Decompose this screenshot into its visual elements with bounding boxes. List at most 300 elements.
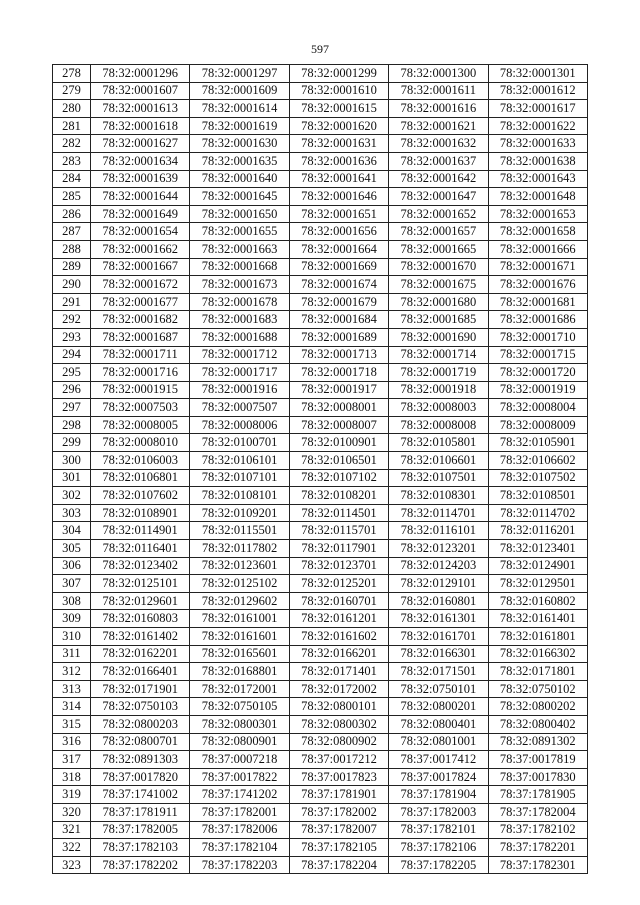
row-number-cell: 289 — [53, 258, 91, 276]
table-row — [53, 452, 588, 470]
cadastral-number-cell: 78:32:0001299 — [289, 65, 388, 83]
table-body — [53, 65, 588, 874]
cadastral-number-cell: 78:32:0001641 — [289, 170, 388, 188]
cadastral-number-cell: 78:32:0001638 — [488, 152, 587, 170]
table-row — [53, 768, 588, 786]
cadastral-number-cell: 78:32:0105801 — [389, 434, 488, 452]
cadastral-number-cell: 78:32:0106003 — [91, 452, 190, 470]
cadastral-number-cell: 78:32:0001682 — [91, 311, 190, 329]
row-number-cell: 292 — [53, 311, 91, 329]
cadastral-number-cell: 78:37:1782301 — [488, 856, 587, 874]
cadastral-number-cell: 78:32:0001686 — [488, 311, 587, 329]
cadastral-number-cell: 78:32:0001710 — [488, 328, 587, 346]
cadastral-number-cell: 78:32:0001618 — [91, 117, 190, 135]
cadastral-number-cell: 78:32:0001652 — [389, 205, 488, 223]
cadastral-number-cell: 78:37:1741002 — [91, 786, 190, 804]
cadastral-number-cell: 78:37:1781904 — [389, 786, 488, 804]
cadastral-number-cell: 78:32:0001915 — [91, 381, 190, 399]
cadastral-number-cell: 78:32:0800301 — [190, 715, 289, 733]
table-row — [53, 469, 588, 487]
cadastral-number-cell: 78:32:0106501 — [289, 452, 388, 470]
cadastral-number-cell: 78:32:0108501 — [488, 487, 587, 505]
cadastral-number-cell: 78:32:0001614 — [190, 100, 289, 118]
cadastral-number-cell: 78:32:0160802 — [488, 592, 587, 610]
cadastral-number-cell: 78:32:0001684 — [289, 311, 388, 329]
cadastral-number-cell: 78:32:0107501 — [389, 469, 488, 487]
cadastral-number-cell: 78:32:0001663 — [190, 240, 289, 258]
row-number-cell: 310 — [53, 628, 91, 646]
cadastral-number-cell: 78:32:0001632 — [389, 135, 488, 153]
table-row — [53, 346, 588, 364]
table-row — [53, 100, 588, 118]
cadastral-number-cell: 78:32:0001615 — [289, 100, 388, 118]
table-row — [53, 592, 588, 610]
cadastral-number-cell: 78:37:0017412 — [389, 751, 488, 769]
row-number-cell: 290 — [53, 276, 91, 294]
table-row — [53, 188, 588, 206]
cadastral-number-cell: 78:32:0008005 — [91, 416, 190, 434]
table-row — [53, 628, 588, 646]
row-number-cell: 286 — [53, 205, 91, 223]
cadastral-number-cell: 78:32:0001648 — [488, 188, 587, 206]
cadastral-number-cell: 78:32:0001662 — [91, 240, 190, 258]
row-number-cell: 319 — [53, 786, 91, 804]
cadastral-number-cell: 78:37:0017819 — [488, 751, 587, 769]
cadastral-number-cell: 78:32:0001635 — [190, 152, 289, 170]
cadastral-number-cell: 78:37:1782201 — [488, 839, 587, 857]
cadastral-number-cell: 78:32:0800302 — [289, 715, 388, 733]
table-row — [53, 504, 588, 522]
cadastral-number-cell: 78:32:0166201 — [289, 645, 388, 663]
table-row — [53, 364, 588, 382]
cadastral-number-cell: 78:32:0001715 — [488, 346, 587, 364]
row-number-cell: 305 — [53, 540, 91, 558]
cadastral-number-cell: 78:32:0001639 — [91, 170, 190, 188]
cadastral-number-cell: 78:37:0017823 — [289, 768, 388, 786]
table-row — [53, 610, 588, 628]
cadastral-number-cell: 78:37:0017824 — [389, 768, 488, 786]
cadastral-number-cell: 78:32:0001712 — [190, 346, 289, 364]
cadastral-number-cell: 78:32:0114701 — [389, 504, 488, 522]
cadastral-number-cell: 78:32:0007503 — [91, 399, 190, 417]
cadastral-number-cell: 78:32:0161201 — [289, 610, 388, 628]
cadastral-number-cell: 78:32:0001687 — [91, 328, 190, 346]
row-number-cell: 283 — [53, 152, 91, 170]
cadastral-number-cell: 78:32:0800402 — [488, 715, 587, 733]
table-row — [53, 839, 588, 857]
cadastral-number-cell: 78:32:0001672 — [91, 276, 190, 294]
cadastral-number-cell: 78:32:0123201 — [389, 540, 488, 558]
cadastral-number-cell: 78:32:0001643 — [488, 170, 587, 188]
cadastral-number-cell: 78:32:0750102 — [488, 680, 587, 698]
cadastral-number-cell: 78:32:0171501 — [389, 663, 488, 681]
cadastral-number-cell: 78:32:0001613 — [91, 100, 190, 118]
cadastral-number-cell: 78:32:0001669 — [289, 258, 388, 276]
cadastral-number-cell: 78:32:0129501 — [488, 575, 587, 593]
page-number: 597 — [311, 42, 329, 56]
cadastral-number-cell: 78:32:0001617 — [488, 100, 587, 118]
cadastral-number-cell: 78:32:0001674 — [289, 276, 388, 294]
cadastral-number-cell: 78:32:0891303 — [91, 751, 190, 769]
table-row — [53, 240, 588, 258]
cadastral-number-cell: 78:32:0108101 — [190, 487, 289, 505]
cadastral-number-cell: 78:37:1782003 — [389, 803, 488, 821]
cadastral-number-cell: 78:32:0001296 — [91, 65, 190, 83]
cadastral-number-cell: 78:32:0001675 — [389, 276, 488, 294]
cadastral-number-cell: 78:32:0001690 — [389, 328, 488, 346]
cadastral-number-cell: 78:32:0100701 — [190, 434, 289, 452]
cadastral-number-cell: 78:32:0124901 — [488, 557, 587, 575]
cadastral-number-cell: 78:32:0117901 — [289, 540, 388, 558]
cadastral-number-cell: 78:32:0800101 — [289, 698, 388, 716]
cadastral-number-cell: 78:32:0107602 — [91, 487, 190, 505]
cadastral-number-cell: 78:37:1782106 — [389, 839, 488, 857]
row-number-cell: 298 — [53, 416, 91, 434]
cadastral-number-cell: 78:32:0001658 — [488, 223, 587, 241]
cadastral-number-cell: 78:32:0001916 — [190, 381, 289, 399]
cadastral-number-cell: 78:32:0001297 — [190, 65, 289, 83]
cadastral-number-cell: 78:32:0161001 — [190, 610, 289, 628]
cadastral-number-cell: 78:32:0001644 — [91, 188, 190, 206]
cadastral-number-cell: 78:32:0001670 — [389, 258, 488, 276]
cadastral-number-cell: 78:32:0161801 — [488, 628, 587, 646]
table-row — [53, 856, 588, 874]
cadastral-number-cell: 78:32:0007507 — [190, 399, 289, 417]
cadastral-number-cell: 78:32:0001689 — [289, 328, 388, 346]
cadastral-number-cell: 78:32:0162201 — [91, 645, 190, 663]
cadastral-number-cell: 78:32:0117802 — [190, 540, 289, 558]
table-row — [53, 399, 588, 417]
row-number-cell: 309 — [53, 610, 91, 628]
row-number-cell: 312 — [53, 663, 91, 681]
cadastral-number-cell: 78:32:0001919 — [488, 381, 587, 399]
cadastral-number-cell: 78:32:0106801 — [91, 469, 190, 487]
cadastral-number-cell: 78:32:0001640 — [190, 170, 289, 188]
cadastral-number-cell: 78:32:0001656 — [289, 223, 388, 241]
row-number-cell: 284 — [53, 170, 91, 188]
cadastral-number-cell: 78:32:0008010 — [91, 434, 190, 452]
cadastral-number-cell: 78:32:0108201 — [289, 487, 388, 505]
row-number-cell: 316 — [53, 733, 91, 751]
table-row — [53, 522, 588, 540]
cadastral-number-cell: 78:32:0114901 — [91, 522, 190, 540]
cadastral-table — [52, 64, 588, 874]
cadastral-number-cell: 78:32:0125201 — [289, 575, 388, 593]
table-row — [53, 575, 588, 593]
cadastral-number-cell: 78:37:1782204 — [289, 856, 388, 874]
cadastral-number-cell: 78:32:0001688 — [190, 328, 289, 346]
cadastral-number-cell: 78:32:0001649 — [91, 205, 190, 223]
cadastral-number-cell: 78:32:0001651 — [289, 205, 388, 223]
table-row — [53, 223, 588, 241]
cadastral-number-cell: 78:37:0007218 — [190, 751, 289, 769]
cadastral-number-cell: 78:32:0001619 — [190, 117, 289, 135]
table-row — [53, 751, 588, 769]
row-number-cell: 279 — [53, 82, 91, 100]
cadastral-number-cell: 78:32:0001671 — [488, 258, 587, 276]
row-number-cell: 317 — [53, 751, 91, 769]
cadastral-number-cell: 78:32:0123402 — [91, 557, 190, 575]
cadastral-number-cell: 78:32:0800902 — [289, 733, 388, 751]
row-number-cell: 293 — [53, 328, 91, 346]
cadastral-number-cell: 78:37:1781905 — [488, 786, 587, 804]
cadastral-number-cell: 78:32:0171801 — [488, 663, 587, 681]
cadastral-number-cell: 78:32:0001665 — [389, 240, 488, 258]
cadastral-number-cell: 78:32:0001609 — [190, 82, 289, 100]
row-number-cell: 280 — [53, 100, 91, 118]
cadastral-number-cell: 78:32:0001634 — [91, 152, 190, 170]
table-row — [53, 135, 588, 153]
table-row — [53, 821, 588, 839]
cadastral-number-cell: 78:32:0123601 — [190, 557, 289, 575]
cadastral-number-cell: 78:32:0001631 — [289, 135, 388, 153]
cadastral-number-cell: 78:32:0001666 — [488, 240, 587, 258]
row-number-cell: 303 — [53, 504, 91, 522]
cadastral-number-cell: 78:32:0001678 — [190, 293, 289, 311]
cadastral-number-cell: 78:32:0161301 — [389, 610, 488, 628]
cadastral-number-cell: 78:37:1782102 — [488, 821, 587, 839]
cadastral-number-cell: 78:32:0750101 — [389, 680, 488, 698]
cadastral-number-cell: 78:32:0001627 — [91, 135, 190, 153]
table-row — [53, 715, 588, 733]
table-row — [53, 276, 588, 294]
cadastral-number-cell: 78:32:0001657 — [389, 223, 488, 241]
cadastral-number-cell: 78:32:0161701 — [389, 628, 488, 646]
cadastral-number-cell: 78:32:0001667 — [91, 258, 190, 276]
cadastral-number-cell: 78:32:0800203 — [91, 715, 190, 733]
cadastral-number-cell: 78:32:0001713 — [289, 346, 388, 364]
cadastral-number-cell: 78:37:1782203 — [190, 856, 289, 874]
cadastral-number-cell: 78:32:0001681 — [488, 293, 587, 311]
row-number-cell: 306 — [53, 557, 91, 575]
table-row — [53, 487, 588, 505]
cadastral-number-cell: 78:32:0001918 — [389, 381, 488, 399]
row-number-cell: 311 — [53, 645, 91, 663]
cadastral-number-cell: 78:32:0001636 — [289, 152, 388, 170]
row-number-cell: 320 — [53, 803, 91, 821]
cadastral-number-cell: 78:32:0001650 — [190, 205, 289, 223]
cadastral-number-cell: 78:32:0129601 — [91, 592, 190, 610]
cadastral-number-cell: 78:32:0001616 — [389, 100, 488, 118]
cadastral-number-cell: 78:32:0001654 — [91, 223, 190, 241]
cadastral-number-cell: 78:37:1741202 — [190, 786, 289, 804]
table-row — [53, 258, 588, 276]
cadastral-number-cell: 78:37:1781901 — [289, 786, 388, 804]
cadastral-number-cell: 78:32:0123701 — [289, 557, 388, 575]
row-number-cell: 291 — [53, 293, 91, 311]
table-row — [53, 733, 588, 751]
cadastral-number-cell: 78:32:0100901 — [289, 434, 388, 452]
cadastral-number-cell: 78:32:0116401 — [91, 540, 190, 558]
row-number-cell: 318 — [53, 768, 91, 786]
table-row — [53, 663, 588, 681]
cadastral-number-cell: 78:37:0017212 — [289, 751, 388, 769]
row-number-cell: 307 — [53, 575, 91, 593]
cadastral-number-cell: 78:32:0161401 — [488, 610, 587, 628]
cadastral-number-cell: 78:32:0001647 — [389, 188, 488, 206]
cadastral-number-cell: 78:32:0166302 — [488, 645, 587, 663]
cadastral-number-cell: 78:32:0800201 — [389, 698, 488, 716]
cadastral-number-cell: 78:32:0750105 — [190, 698, 289, 716]
cadastral-number-cell: 78:32:0108901 — [91, 504, 190, 522]
table-row — [53, 434, 588, 452]
cadastral-number-cell: 78:37:1782101 — [389, 821, 488, 839]
cadastral-number-cell: 78:37:1782007 — [289, 821, 388, 839]
table-row — [53, 152, 588, 170]
cadastral-number-cell: 78:32:0001714 — [389, 346, 488, 364]
cadastral-number-cell: 78:32:0172001 — [190, 680, 289, 698]
row-number-cell: 300 — [53, 452, 91, 470]
cadastral-number-cell: 78:32:0107102 — [289, 469, 388, 487]
cadastral-number-cell: 78:32:0001621 — [389, 117, 488, 135]
cadastral-number-cell: 78:32:0001645 — [190, 188, 289, 206]
cadastral-number-cell: 78:32:0001719 — [389, 364, 488, 382]
cadastral-number-cell: 78:32:0161402 — [91, 628, 190, 646]
cadastral-number-cell: 78:32:0001679 — [289, 293, 388, 311]
row-number-cell: 302 — [53, 487, 91, 505]
cadastral-number-cell: 78:32:0165601 — [190, 645, 289, 663]
cadastral-number-cell: 78:32:0001711 — [91, 346, 190, 364]
row-number-cell: 294 — [53, 346, 91, 364]
cadastral-number-cell: 78:32:0801001 — [389, 733, 488, 751]
row-number-cell: 287 — [53, 223, 91, 241]
cadastral-number-cell: 78:37:1782103 — [91, 839, 190, 857]
cadastral-number-cell: 78:37:1782006 — [190, 821, 289, 839]
table-row — [53, 557, 588, 575]
cadastral-number-cell: 78:32:0001685 — [389, 311, 488, 329]
cadastral-number-cell: 78:37:1781911 — [91, 803, 190, 821]
cadastral-number-cell: 78:32:0107502 — [488, 469, 587, 487]
cadastral-number-cell: 78:32:0001676 — [488, 276, 587, 294]
cadastral-number-cell: 78:32:0800401 — [389, 715, 488, 733]
table-row — [53, 170, 588, 188]
row-number-cell: 323 — [53, 856, 91, 874]
cadastral-number-cell: 78:32:0891302 — [488, 733, 587, 751]
cadastral-number-cell: 78:32:0108301 — [389, 487, 488, 505]
row-number-cell: 301 — [53, 469, 91, 487]
row-number-cell: 288 — [53, 240, 91, 258]
table-row — [53, 786, 588, 804]
table-row — [53, 698, 588, 716]
cadastral-number-cell: 78:32:0106601 — [389, 452, 488, 470]
cadastral-number-cell: 78:37:1782005 — [91, 821, 190, 839]
cadastral-number-cell: 78:37:1782105 — [289, 839, 388, 857]
cadastral-number-cell: 78:32:0001642 — [389, 170, 488, 188]
cadastral-number-cell: 78:32:0161601 — [190, 628, 289, 646]
cadastral-number-cell: 78:32:0001718 — [289, 364, 388, 382]
cadastral-number-cell: 78:37:1782104 — [190, 839, 289, 857]
cadastral-number-cell: 78:32:0115701 — [289, 522, 388, 540]
row-number-cell: 299 — [53, 434, 91, 452]
row-number-cell: 315 — [53, 715, 91, 733]
cadastral-number-cell: 78:32:0105901 — [488, 434, 587, 452]
table-row — [53, 540, 588, 558]
table-row — [53, 311, 588, 329]
cadastral-number-cell: 78:32:0001637 — [389, 152, 488, 170]
row-number-cell: 285 — [53, 188, 91, 206]
cadastral-number-cell: 78:32:0008008 — [389, 416, 488, 434]
cadastral-number-cell: 78:32:0168801 — [190, 663, 289, 681]
cadastral-number-cell: 78:32:0001630 — [190, 135, 289, 153]
cadastral-number-cell: 78:32:0166401 — [91, 663, 190, 681]
cadastral-number-cell: 78:32:0001612 — [488, 82, 587, 100]
cadastral-number-cell: 78:37:1782001 — [190, 803, 289, 821]
cadastral-number-cell: 78:32:0750103 — [91, 698, 190, 716]
cadastral-number-cell: 78:32:0116101 — [389, 522, 488, 540]
cadastral-number-cell: 78:32:0160801 — [389, 592, 488, 610]
row-number-cell: 281 — [53, 117, 91, 135]
cadastral-number-cell: 78:32:0125101 — [91, 575, 190, 593]
row-number-cell: 322 — [53, 839, 91, 857]
cadastral-number-cell: 78:32:0001611 — [389, 82, 488, 100]
cadastral-number-cell: 78:32:0001664 — [289, 240, 388, 258]
table-row — [53, 117, 588, 135]
row-number-cell: 295 — [53, 364, 91, 382]
cadastral-number-cell: 78:32:0001668 — [190, 258, 289, 276]
table-row — [53, 293, 588, 311]
cadastral-number-cell: 78:32:0172002 — [289, 680, 388, 698]
cadastral-number-cell: 78:37:0017830 — [488, 768, 587, 786]
cadastral-number-cell: 78:32:0001680 — [389, 293, 488, 311]
row-number-cell: 296 — [53, 381, 91, 399]
table-row — [53, 680, 588, 698]
cadastral-number-cell: 78:32:0114702 — [488, 504, 587, 522]
cadastral-number-cell: 78:32:0800202 — [488, 698, 587, 716]
cadastral-number-cell: 78:32:0160701 — [289, 592, 388, 610]
cadastral-number-cell: 78:32:0001633 — [488, 135, 587, 153]
cadastral-number-cell: 78:32:0008004 — [488, 399, 587, 417]
cadastral-number-cell: 78:37:1782004 — [488, 803, 587, 821]
table-row — [53, 645, 588, 663]
cadastral-number-cell: 78:32:0001720 — [488, 364, 587, 382]
cadastral-number-cell: 78:32:0008003 — [389, 399, 488, 417]
cadastral-number-cell: 78:32:0001301 — [488, 65, 587, 83]
cadastral-number-cell: 78:37:1782205 — [389, 856, 488, 874]
cadastral-number-cell: 78:32:0123401 — [488, 540, 587, 558]
row-number-cell: 282 — [53, 135, 91, 153]
row-number-cell: 304 — [53, 522, 91, 540]
cadastral-number-cell: 78:32:0800701 — [91, 733, 190, 751]
cadastral-number-cell: 78:32:0001607 — [91, 82, 190, 100]
cadastral-number-cell: 78:32:0001610 — [289, 82, 388, 100]
table-row — [53, 381, 588, 399]
row-number-cell: 297 — [53, 399, 91, 417]
cadastral-number-cell: 78:32:0109201 — [190, 504, 289, 522]
cadastral-number-cell: 78:32:0001683 — [190, 311, 289, 329]
table-row — [53, 205, 588, 223]
table-row — [53, 416, 588, 434]
cadastral-number-cell: 78:32:0008006 — [190, 416, 289, 434]
cadastral-number-cell: 78:32:0161602 — [289, 628, 388, 646]
cadastral-number-cell: 78:32:0001673 — [190, 276, 289, 294]
cadastral-number-cell: 78:32:0001677 — [91, 293, 190, 311]
cadastral-number-cell: 78:37:0017822 — [190, 768, 289, 786]
cadastral-number-cell: 78:32:0001300 — [389, 65, 488, 83]
cadastral-number-cell: 78:32:0001620 — [289, 117, 388, 135]
table-row — [53, 82, 588, 100]
table-row — [53, 65, 588, 83]
row-number-cell: 278 — [53, 65, 91, 83]
cadastral-number-cell: 78:32:0008007 — [289, 416, 388, 434]
table-row — [53, 328, 588, 346]
cadastral-number-cell: 78:32:0166301 — [389, 645, 488, 663]
cadastral-number-cell: 78:32:0001622 — [488, 117, 587, 135]
cadastral-number-cell: 78:37:0017820 — [91, 768, 190, 786]
cadastral-number-cell: 78:32:0001646 — [289, 188, 388, 206]
row-number-cell: 308 — [53, 592, 91, 610]
cadastral-number-cell: 78:32:0001716 — [91, 364, 190, 382]
cadastral-number-cell: 78:32:0115501 — [190, 522, 289, 540]
